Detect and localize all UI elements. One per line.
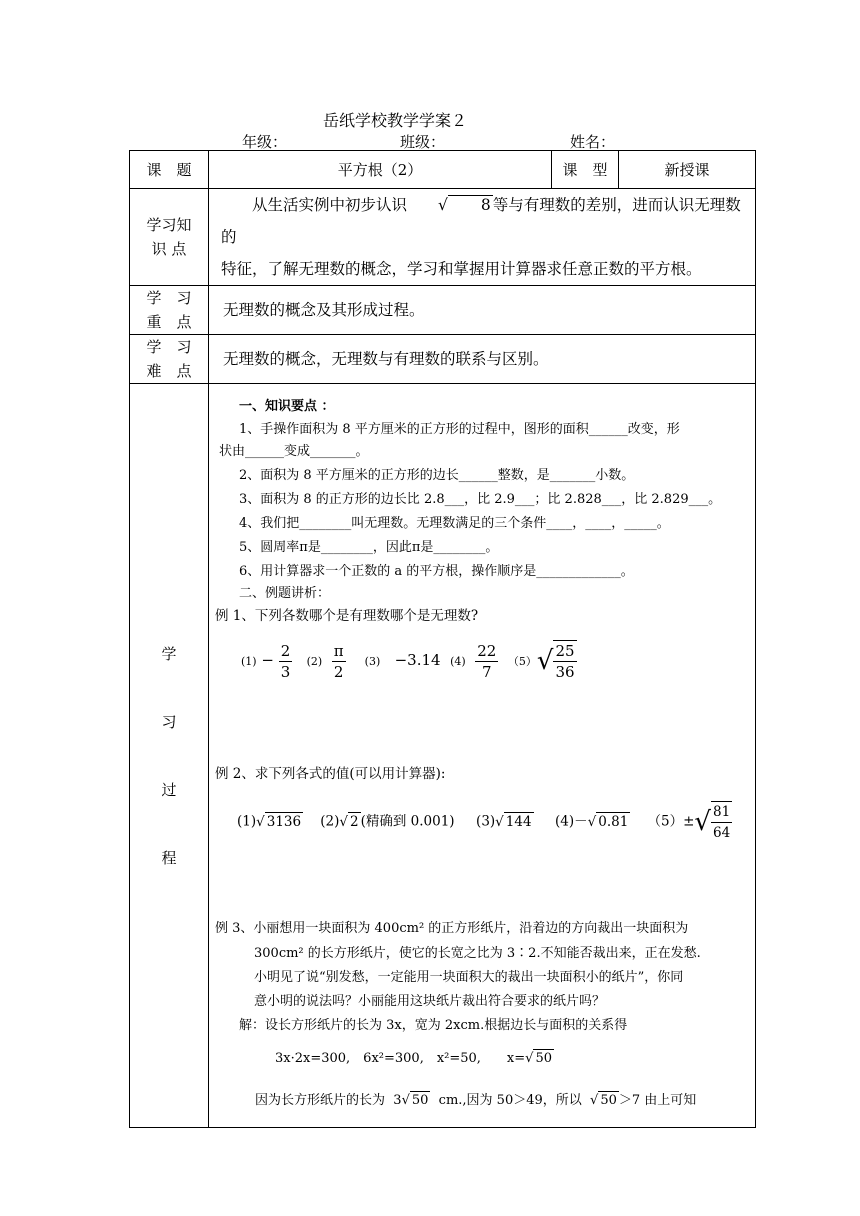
name-label: 姓名： — [570, 133, 616, 151]
solution-eq-rad: 50 — [535, 1051, 553, 1066]
key-points-label — [130, 286, 209, 335]
class-label: 班级： — [400, 133, 446, 151]
key-label-line2: 重 点 — [146, 313, 192, 331]
grade-label: 年级： — [242, 133, 288, 151]
example-3-line-d: 意小明的说法吗？小丽能用这块纸片裁出符合要求的纸片吗？ — [254, 994, 606, 1009]
solution-line-a: 解：设长方形纸片的长为 3x，宽为 2xcm.根据边长与面积的关系得 — [239, 1018, 628, 1033]
example-2-title: 例 2、求下列各式的值(可以用计算器): — [215, 766, 446, 782]
process-label-2: 习 — [161, 712, 177, 731]
solution-b3: ＞7 由上可知 — [618, 1093, 697, 1108]
type-value: 新授课 — [619, 151, 756, 189]
topic-value: 平方根（2） — [209, 151, 552, 189]
knowledge-label-line2: 识 点 — [151, 240, 187, 258]
solution-eq-text: 3x·2x=300, 6x²=300, x²=50, x= — [275, 1051, 526, 1066]
item-5: 5、圆周率π是________，因此π是________。 — [239, 540, 499, 555]
example-1-items: (1) − $\frac{2}{3}$ (2) $\frac{\pi}{2}$ (3) −3.14 (4) $\frac{22}{7}$ （5）√ $\frac{25}{36}$ — [241, 641, 575, 681]
diff-label-line2: 难 点 — [146, 362, 192, 380]
process-row — [130, 384, 756, 1128]
example-1-title: 例 1、下列各数哪个是有理数哪个是无理数? — [215, 608, 479, 624]
item-6: 6、用计算器求一个正数的 a 的平方根，操作顺序是_____________。 — [239, 564, 634, 579]
key-points-row — [130, 286, 756, 335]
ex1-frac-2: $\frac{\pi}{2}$ — [333, 641, 344, 681]
item-3: 3、面积为 8 的正方形的边长比 2.8___，比 2.9___；比 2.828___，比 2.829___。 — [239, 492, 722, 507]
ex2-i5-label: （5）± — [647, 813, 695, 830]
solution-b-coef: 3 — [393, 1093, 402, 1108]
ex2-sqrt-frac-5: $\frac{81}{64}$ — [711, 801, 732, 843]
ex2-i2-note: (精确到 0.001) — [360, 813, 455, 830]
example-2-items: (1)√ 3136 (2)√ 2 (精确到 0.001) (3)√ 144 (4)－√ 0.81 （5）±√ $\frac{81}{64}$ — [237, 801, 732, 843]
ex1-i1-sign: − — [261, 651, 274, 669]
topic-label: 课 题 — [130, 151, 209, 189]
ex1-i4-label: (4) — [450, 655, 466, 668]
ex2-i4-rad: 0.81 — [598, 813, 629, 830]
knowledge-text-1a: 从生活实例中初步认识 — [252, 196, 408, 214]
process-label-4: 程 — [161, 848, 177, 867]
type-label: 课 型 — [552, 151, 619, 189]
example-3-line-a: 例 3、小丽想用一块面积为 400cm² 的正方形纸片，沿着边的方向裁出一块面积为 — [215, 921, 689, 936]
solution-line-b: 因为长方形纸片的长为 3√ 50 cm.,因为 50＞49，所以 √ 50 ＞7 由上可知 — [255, 1093, 697, 1108]
item-1a: 1、手操作面积为 8 平方厘米的正方形的过程中，图形的面积______改变，形 — [239, 422, 680, 437]
ex2-i2-rad: 2 — [350, 813, 359, 830]
ex2-i3-label: (3) — [476, 813, 496, 830]
solution-b-rad2: 50 — [600, 1093, 617, 1108]
ex2-i1-rad: 3136 — [266, 813, 302, 830]
knowledge-text-1b: 等与有理数的差别，进而认识无理数的 — [221, 196, 741, 246]
solution-b1: 因为长方形纸片的长为 — [255, 1093, 386, 1108]
difficulty-text: 无理数的概念，无理数与有理数的联系与区别。 — [209, 335, 756, 384]
item-2: 2、面积为 8 平方厘米的正方形的边长______整数，是_______小数。 — [239, 468, 635, 483]
example-3-line-b: 300cm² 的长方形纸片，使它的长宽之比为 3∶2.不知能否裁出来，正在发愁. — [254, 946, 701, 961]
knowledge-row — [130, 189, 756, 286]
ex1-i1-label: (1) — [241, 655, 257, 668]
ex2-i3-rad: 144 — [505, 813, 532, 830]
item-1b: 状由______变成_______。 — [219, 444, 369, 459]
key-points-text: 无理数的概念及其形成过程。 — [209, 286, 756, 335]
diff-label-line1: 学 习 — [146, 338, 192, 356]
process-content — [209, 384, 756, 1128]
process-label-3: 过 — [161, 780, 177, 799]
solution-b-rad: 50 — [411, 1093, 429, 1108]
process-label — [130, 384, 209, 1128]
difficulty-row — [130, 335, 756, 384]
document-title: 岳纸学校教学学案２ — [323, 111, 468, 130]
ex2-i1-label: (1) — [237, 813, 257, 830]
ex1-i3-label: (3) — [364, 655, 381, 668]
example-3-line-c: 小明见了说“别发愁，一定能用一块面积大的裁出一块面积小的纸片”，你同 — [254, 970, 684, 985]
knowledge-label — [130, 189, 209, 286]
key-label-line1: 学 习 — [146, 289, 192, 307]
sqrt-8: √ 8 — [438, 196, 491, 214]
solution-equation: 3x·2x=300, 6x²=300, x²=50, x=√ 50 — [275, 1051, 553, 1066]
knowledge-text-2: 特征，了解无理数的概念，学习和掌握用计算器求任意正数的平方根。 — [221, 260, 702, 278]
ex2-i4-sign: － — [574, 813, 588, 830]
difficulty-label — [130, 335, 209, 384]
knowledge-text — [209, 189, 756, 286]
ex1-i5-label: （5） — [507, 655, 537, 668]
ex1-i2-label: (2) — [306, 655, 323, 668]
ex1-i3-value: −3.14 — [394, 651, 441, 669]
section2-title: 二、例题讲析： — [239, 586, 331, 601]
ex1-sqrt-frac-5: $\frac{25}{36}$ — [555, 642, 575, 681]
process-label-1: 学 — [161, 644, 177, 663]
knowledge-label-line1: 学习知 — [146, 216, 192, 234]
lesson-plan-table — [129, 150, 756, 1128]
ex2-i2-label: (2) — [320, 813, 340, 830]
item-4: 4、我们把________叫无理数。无理数满足的三个条件____，____，_____。 — [239, 516, 670, 531]
ex1-frac-4: $\frac{22}{7}$ — [477, 641, 497, 681]
topic-row — [130, 151, 756, 189]
section1-title: 一、知识要点 ： — [239, 399, 335, 414]
solution-b2: cm.,因为 50＞49，所以 — [438, 1093, 582, 1108]
ex2-i4-label: (4) — [555, 813, 575, 830]
ex1-frac-1: $\frac{2}{3}$ — [280, 641, 291, 681]
